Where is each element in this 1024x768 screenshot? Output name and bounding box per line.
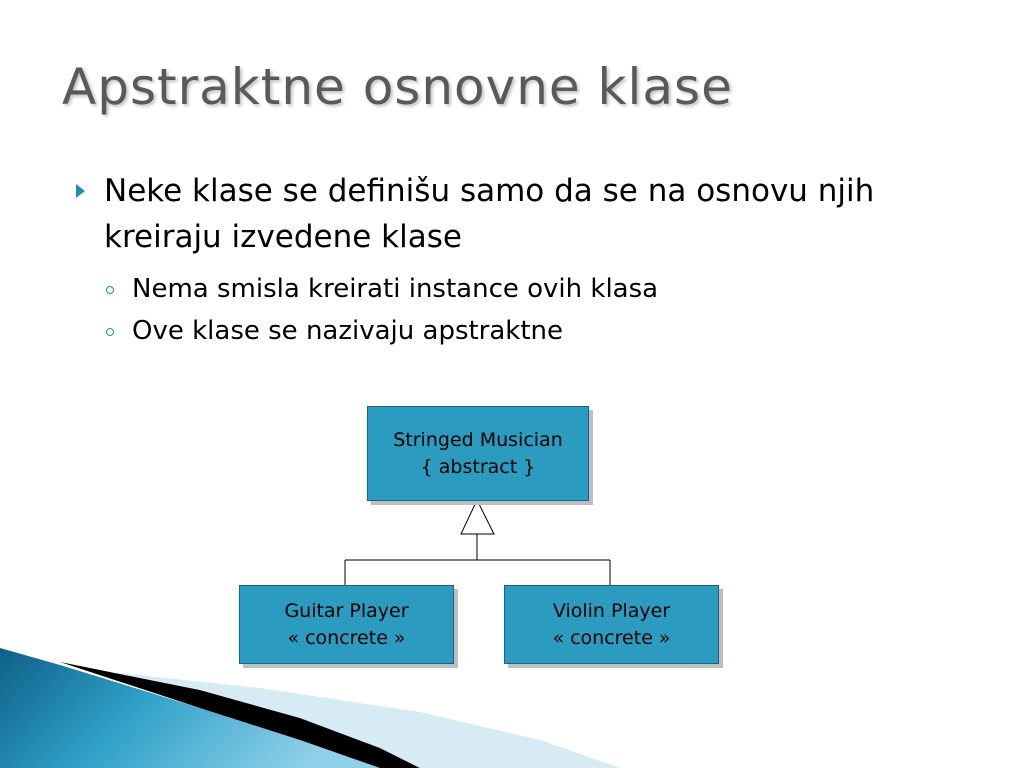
sub-bullet-text: Nema smisla kreirati instance ovih klasa [132,274,659,304]
generalization-arrow-icon [461,500,494,534]
class-stereotype: « concrete » [552,626,671,649]
bullet-text: Neke klase se definišu samo da se na osnovu njih kreiraju izvedene klase [104,173,875,255]
class-box-violin-player [504,585,719,664]
class-box-guitar-player [239,585,454,664]
sub-bullet-text: Ove klase se nazivaju apstraktne [132,316,564,346]
class-name: Violin Player [552,599,671,622]
page-title: Apstraktne osnovne klase [62,58,733,116]
class-name: Stringed Musician [393,428,563,451]
class-stereotype: { abstract } [420,455,536,478]
class-box-stringed-musician [367,406,589,501]
class-stereotype: « concrete » [287,626,406,649]
class-name: Guitar Player [284,599,409,622]
